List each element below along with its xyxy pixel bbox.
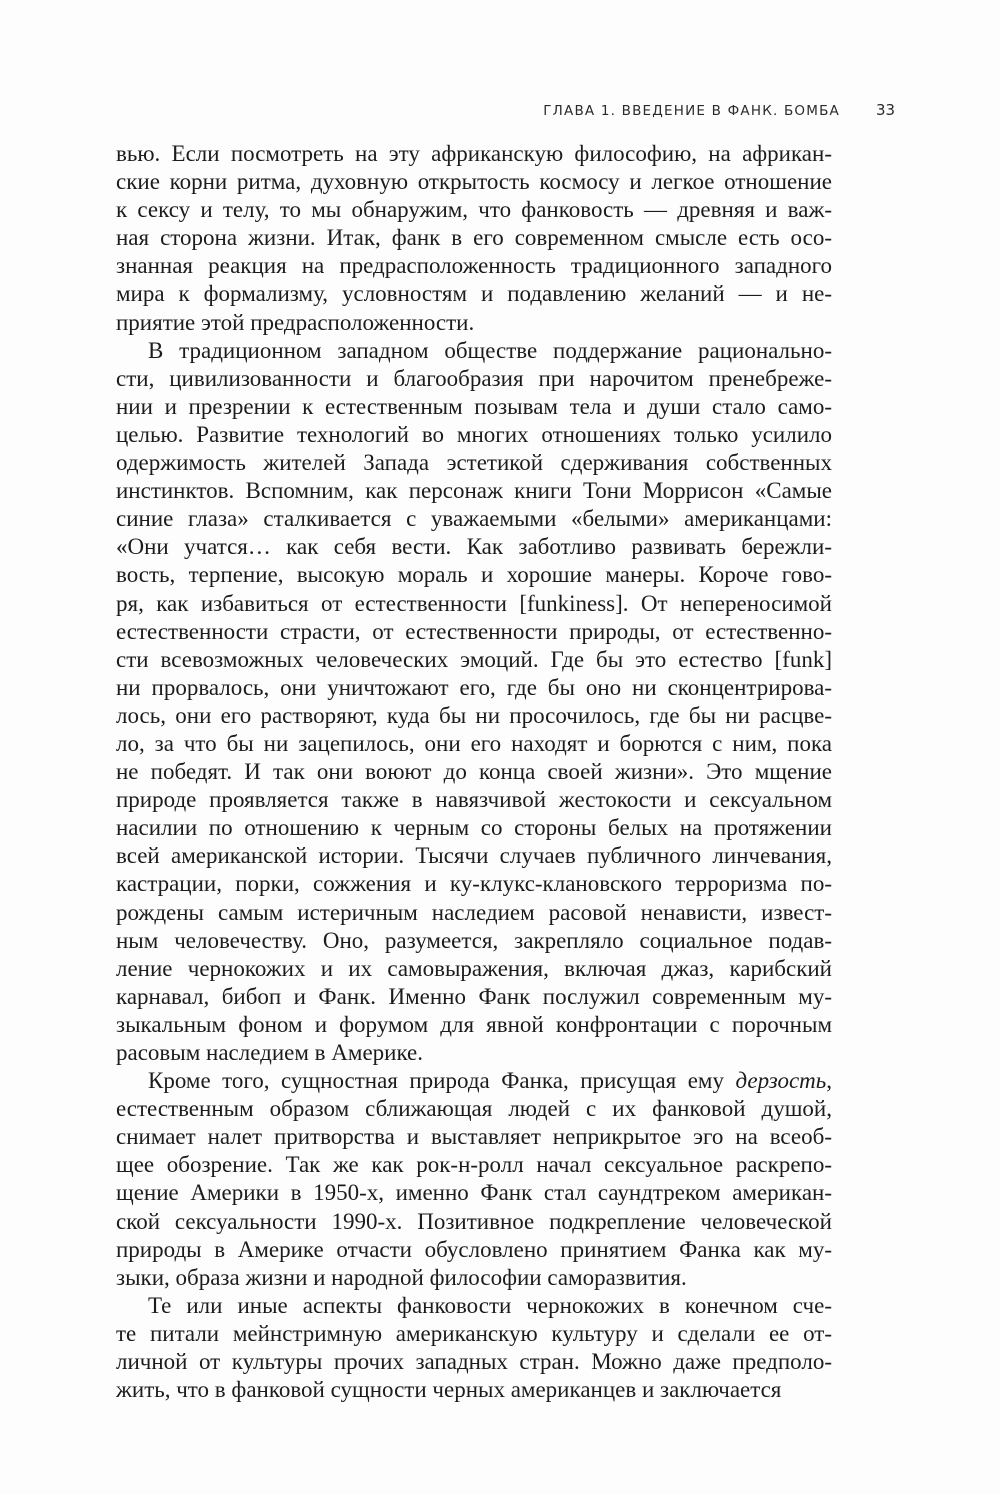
text-line: приятие этой предрасположенности. [116, 309, 475, 335]
text-line: щее обозрение. Так же как рок-н-ролл начал сексуальное раскрепо- [116, 1152, 832, 1178]
text-line: естественности страсти, от естественности природы, от естественно- [116, 618, 832, 644]
paragraph [116, 140, 832, 337]
text-line: щение Америки в 1950-х, именно Фанк стал саундтреком американ- [116, 1180, 832, 1206]
text-line: ло, за что бы ни зацепилось, они его находят и борются с ним, пока [116, 730, 832, 756]
text-line: природе проявляется также в навязчивой жестокости и сексуальном [116, 787, 832, 813]
text-line: целью. Развитие технологий во многих отношениях только усилило [116, 421, 832, 447]
text-line: естественным образом сближающая людей с их фанковой душой, [116, 1096, 832, 1122]
text-line: вью. Если посмотреть на эту африканскую философию, на африкан- [116, 141, 832, 166]
text-line: мира к формализму, условностям и подавлению желаний — и не- [116, 281, 832, 307]
text-line: ря, как избавиться от естественности [funkiness]. От непереносимой [116, 590, 832, 616]
text-line: знанная реакция на предрасположенность традиционного западного [116, 253, 832, 279]
text-line: карнавал, бибоп и Фанк. Именно Фанк послужил современным му- [116, 983, 832, 1009]
paragraph [116, 1292, 832, 1404]
text-line: ным человечеству. Оно, разумеется, закрепляло социальное подав- [116, 927, 832, 953]
text-line: инстинктов. Вспомним, как персонаж книги Тони Моррисон «Самые [116, 478, 832, 504]
text-line: ление чернокожих и их самовыражения, включая джаз, карибский [116, 955, 832, 981]
paragraph [116, 337, 832, 1067]
paragraph [116, 1067, 832, 1292]
text-line: жить, что в фанковой сущности черных американцев и заключается [116, 1377, 782, 1403]
text-line: кастрации, порки, сожжения и ку-клукс-клановского терроризма по- [116, 871, 832, 897]
text-line: «Они учатся… как себя вести. Как заботливо развивать бережли- [116, 534, 832, 560]
text-line: ная сторона жизни. Итак, фанк в его современном смысле есть осо- [116, 225, 832, 251]
text-line: зыки, образа жизни и народной философии саморазвития. [116, 1264, 687, 1290]
text-line: те питали мейнстримную американскую культуру и сделали ее от- [116, 1320, 832, 1346]
text-line: ни прорвалось, они уничтожают его, где бы оно ни сконцентрирова- [116, 674, 832, 700]
text-line: лось, они его растворяют, куда бы ни просочилось, где бы ни расцве- [116, 702, 832, 728]
text-line: личной от культуры прочих западных стран. Можно даже предполо- [116, 1349, 832, 1375]
text-line: Те или иные аспекты фанковости чернокожих в конечном сче- [148, 1292, 832, 1318]
text-line: рождены самым истеричным наследием расовой ненависти, извест- [116, 899, 832, 925]
text-line: природы в Америке отчасти обусловлено принятием Фанка как му- [116, 1236, 832, 1262]
emphasis: дерзость [735, 1068, 827, 1094]
chapter-title: ГЛАВА 1. ВВЕДЕНИЕ В ФАНК. БОМБА [543, 103, 840, 119]
text-line: ской сексуальности 1990-х. Позитивное подкрепление человеческой [116, 1208, 832, 1234]
text-line: Кроме того, сущностная природа Фанка, присущая ему дерзость, [148, 1068, 832, 1094]
text-line: зыкальным фоном и форумом для явной конфронтации с порочным [116, 1011, 832, 1037]
text-line: В традиционном западном обществе поддержание рациональнo- [148, 337, 832, 363]
text-line: расовым наследием в Америке. [116, 1040, 424, 1065]
text-line: ские корни ритма, духовную открытость космосу и легкое отношение [116, 169, 832, 195]
running-header [0, 100, 1000, 122]
text-line: снимает налет притворства и выставляет неприкрытое эго на всеоб- [116, 1124, 832, 1150]
text-line: одержимость жителей Запада эстетикой сдерживания собственных [116, 450, 832, 476]
text-line: не победят. И так они воюют до конца своей жизни». Это мщение [116, 759, 832, 785]
body-text [116, 140, 832, 1404]
text-line: к сексу и телу, то мы обнаружим, что фанковость — древняя и важ- [116, 197, 832, 223]
text-line: сти, цивилизованности и благообразия при нарочитом пренебреже- [116, 365, 832, 391]
text-line: нии и презрении к естественным позывам тела и души стало само- [116, 393, 832, 419]
text-line: синие глаза» сталкивается с уважаемыми «белыми» американцами: [116, 506, 832, 532]
text-line: насилии по отношению к черным со стороны белых на протяжении [116, 815, 832, 841]
text-line: сти всевозможных человеческих эмоций. Где бы это естество [funk] [116, 646, 832, 672]
text-line: вость, терпение, высокую мораль и хорошие манеры. Короче гово- [116, 562, 832, 588]
page-number: 33 [876, 101, 896, 119]
text-line: всей американской истории. Тысячи случаев публичного линчевания, [116, 843, 832, 869]
